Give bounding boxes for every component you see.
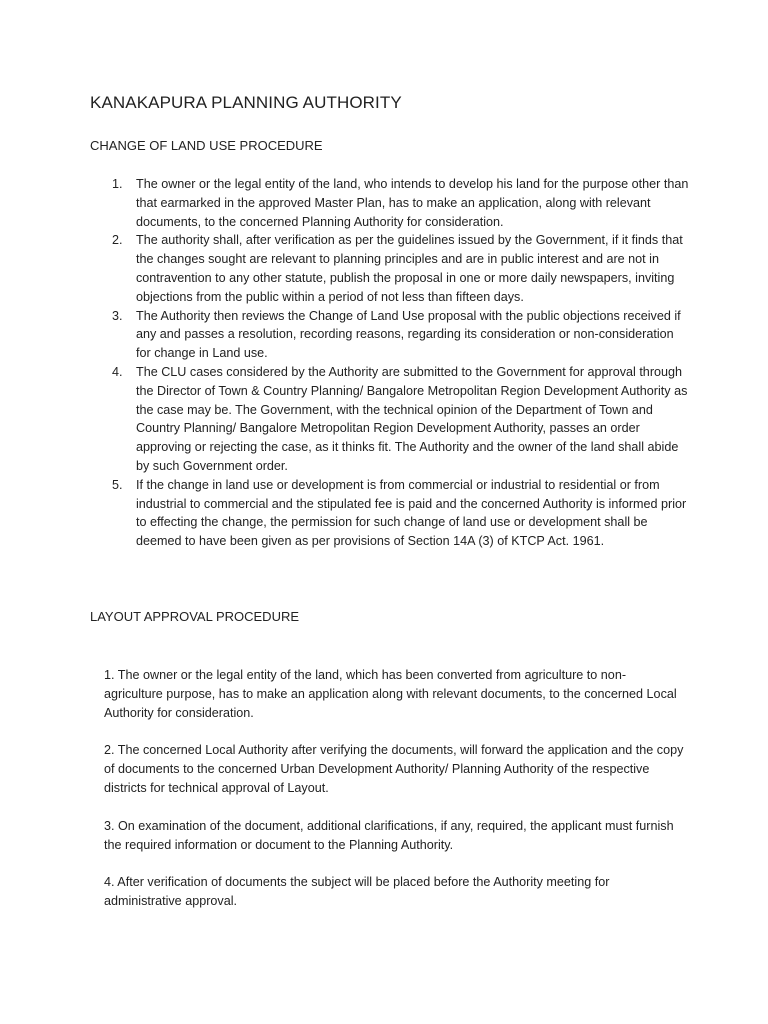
list-item-text: If the change in land use or development is from commercial or industrial to residential or from industrial to commercial and the stipulated fee is paid and the concerned Authority is informed prior to effecting the change, the permission for such change of land use or development shall be deemed to have been given as per provisions of Section 14A (3) of KTCP Act. 1961. xyxy=(136,477,687,549)
list-item-number: 4. xyxy=(112,364,123,379)
list-item xyxy=(90,363,690,476)
list-item-number: 2. xyxy=(112,233,123,248)
list-item-text: The authority shall, after verification as per the guidelines issued by the Government, if it finds that the changes sought are relevant to planning principles and are in public interest and are not in contravention to any other statute, publish the proposal in one or more daily newspapers, inviting objections from the public within a period of not less than fifteen days. xyxy=(136,233,683,304)
list-item-number: 3. xyxy=(112,308,123,323)
layout-step: 3. On examination of the document, additional clarifications, if any, required, the applicant must furnish the required information or document to the Planning Authority. xyxy=(104,818,674,852)
list-item-text: The Authority then reviews the Change of Land Use proposal with the public objections received if any and passes a resolution, recording reasons, regarding its consideration or non-consideration for change in Land use. xyxy=(136,308,681,361)
list-item xyxy=(90,231,690,306)
layout-heading: LAYOUT APPROVAL PROCEDURE xyxy=(90,609,300,624)
list-item-number: 5. xyxy=(112,477,123,492)
layout-step: 1. The owner or the legal entity of the land, which has been converted from agriculture to non-agriculture purpose, has to make an application along with relevant documents, to the concerned Local Authority for consideration. xyxy=(104,668,677,720)
page-title: KANAKAPURA PLANNING AUTHORITY xyxy=(90,93,402,112)
clu-heading: CHANGE OF LAND USE PROCEDURE xyxy=(90,138,323,153)
list-item-text: The owner or the legal entity of the land, who intends to develop his land for the purpose other than that earmarked in the approved Master Plan, has to make an application, along with relevant documents, to the concerned Planning Authority for consideration. xyxy=(136,177,689,229)
list-item-number: 1. xyxy=(112,177,123,191)
list-item xyxy=(90,476,690,551)
layout-step: 4. After verification of documents the subject will be placed before the Authority meeting for administrative approval. xyxy=(104,875,610,909)
list-item xyxy=(90,307,690,363)
clu-procedure-list xyxy=(90,175,690,551)
list-item xyxy=(90,175,690,231)
layout-step: 2. The concerned Local Authority after verifying the documents, will forward the application and the copy of documents to the concerned Urban Development Authority/ Planning Authority of the respective districts for technical approval of Layout. xyxy=(104,743,684,795)
layout-procedure-steps xyxy=(104,666,684,930)
list-item-text: The CLU cases considered by the Authority are submitted to the Government for approval through the Director of Town & Country Planning/ Bangalore Metropolitan Region Development Authority as the case may be. The Government, with the technical opinion of the Department of Town and Country Planning/ Bangalore Metropolitan Region Development Authority, passes an order approving or rejecting the case, as it thinks fit. The Authority and the owner of the land shall abide by such Government order. xyxy=(136,364,688,473)
